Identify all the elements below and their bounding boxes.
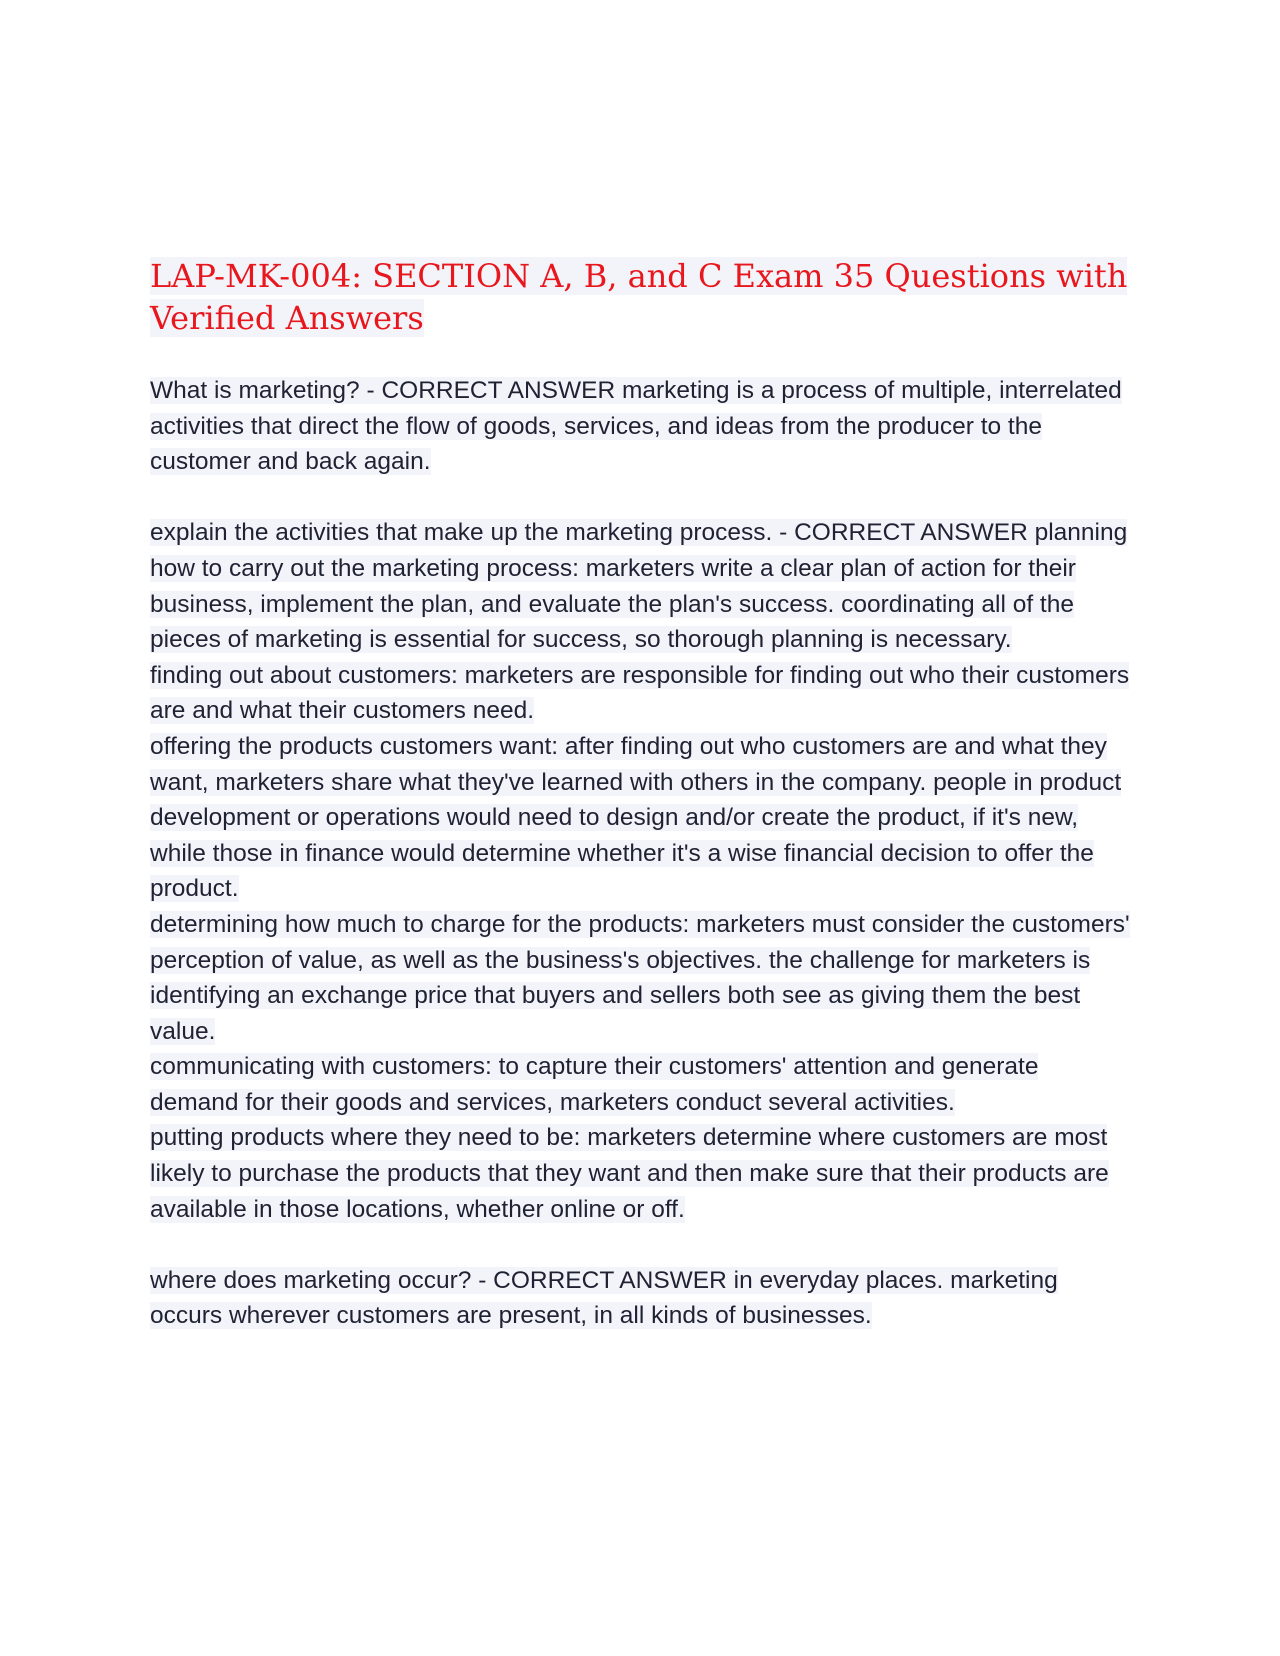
question-2-item-4-text: communicating with customers: to capture their customers' attention and generate demand for their goods and services, marketers conduct several activities. xyxy=(150,1053,1039,1116)
question-2-intro xyxy=(150,515,1130,657)
question-2-item-1-text: finding out about customers: marketers are responsible for finding out who their customers are and what their customers need. xyxy=(150,661,1130,725)
document-title-text: LAP-MK-004: SECTION A, B, and C Exam 35 Questions with Verified Answers xyxy=(150,257,1128,337)
paragraph-gap xyxy=(150,1227,1130,1263)
question-2-item-5 xyxy=(150,1120,1130,1227)
question-1-text: What is marketing? - CORRECT ANSWER marketing is a process of multiple, interrelated activities that direct the flow of goods, services, and ideas from the producer to the customer and back again. xyxy=(150,377,1122,476)
question-2-item-5-text: putting products where they need to be: marketers determine where customers are most likely to purchase the products that they want and then make sure that their products are available in those locations, whether online or off. xyxy=(150,1124,1109,1223)
question-3 xyxy=(150,1263,1130,1334)
paragraph-gap xyxy=(150,480,1130,516)
question-2-item-2 xyxy=(150,729,1130,907)
question-2-item-4 xyxy=(150,1049,1130,1120)
document-content xyxy=(150,255,1130,1334)
document-title xyxy=(150,255,1130,339)
question-2-item-2-text: offering the products customers want: after finding out who customers are and what they want, marketers share what they've learned with others in the company. people in product development or operations would need to design and/or create the product, if it's new, while those in finance would determine whether it's a wise financial decision to offer the product. xyxy=(150,732,1122,903)
question-2-item-3 xyxy=(150,907,1130,1049)
question-1 xyxy=(150,373,1130,480)
question-2-item-3-text: determining how much to charge for the products: marketers must consider the customers' perception of value, as well as the business's objectives. the challenge for marketers is identifying an exchange price that buyers and sellers both see as giving them the best value. xyxy=(150,910,1130,1045)
question-3-text: where does marketing occur? - CORRECT ANSWER in everyday places. marketing occurs wherever customers are present, in all kinds of businesses. xyxy=(150,1266,1058,1330)
question-2-intro-text: explain the activities that make up the marketing process. - CORRECT ANSWER planning how to carry out the marketing process: marketers write a clear plan of action for their business, implement the plan, and evaluate the plan's success. coordinating all of the pieces of marketing is essential for success, so thorough planning is necessary. xyxy=(150,519,1128,654)
question-2-item-1 xyxy=(150,658,1130,729)
